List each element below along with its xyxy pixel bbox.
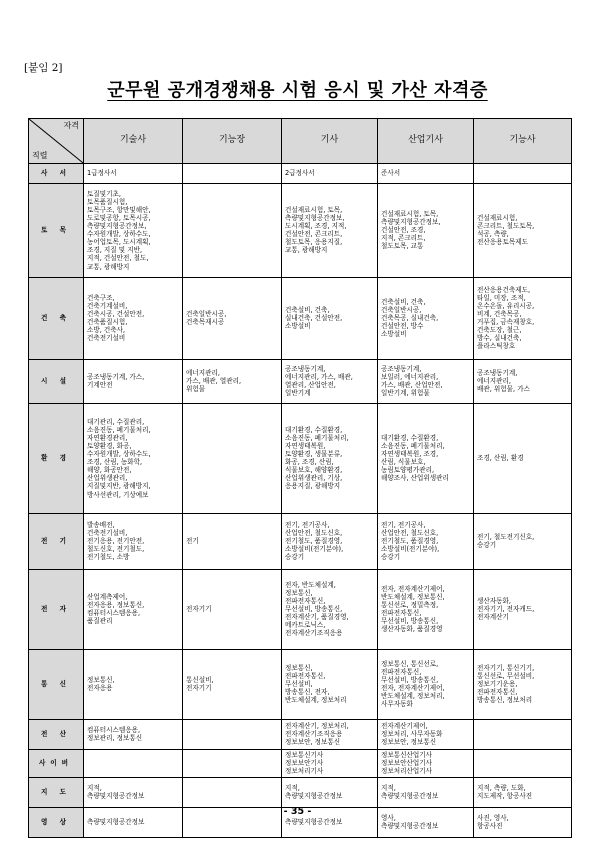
cell-civil-professional-engineer: 토질및기초, 토목품질시험, 토목구조, 항만및해안, 도로및공항, 토목시공, 측량및지형공간정보, 수자원개발, 상하수도, 농어업토목, 도시계획, 조경, 지질 및 지반, 지적, 건설안전, 철도, 교통, 광해방지 [84, 183, 183, 277]
cell-electronic-engineer: 전자, 반도체설계, 정보통신, 전파전자통신, 무선설비, 방송통신, 전자계산기, 품질경영, 메카트로닉스, 전자계산기조직응용 [282, 569, 378, 649]
cell-librarian-craftsman [474, 163, 572, 183]
cell-librarian-engineer: 2급정사서 [282, 163, 378, 183]
header-row [29, 119, 572, 164]
cell-imaging-professional-engineer: 측량및지형공간정보 [84, 807, 183, 837]
cell-environment-industrial-engineer: 대기환경, 수질환경, 소음진동, 폐기물처리, 자연생태복원, 조경, 산림, 식물보호, 농림토양평가관리, 해양조사, 산업위생관리 [378, 403, 474, 513]
cell-facility-master-craftsman: 에너지관리, 가스, 배관, 열관리, 위험물 [183, 359, 282, 403]
cell-environment-master-craftsman [183, 403, 282, 513]
cell-electric-engineer: 전기, 전기공사, 산업안전, 철도신호, 전기철도, 품질경영, 소방설비(전기분야), 승강기 [282, 513, 378, 569]
table-row [29, 649, 572, 719]
cell-environment-professional-engineer: 대기관리, 수질관리, 소음진동, 폐기물처리, 자연환경관리, 토양환경, 화공, 수자원개발, 상하수도, 조경, 산림, 농화학, 해양, 화공안전, 산업위생관리, 지질및지반, 광해방지, 방사선관리, 기상예보 [84, 403, 183, 513]
cell-computing-master-craftsman [183, 719, 282, 749]
series-label-map: 지 도 [29, 777, 84, 807]
cell-facility-professional-engineer: 공조냉동기계, 가스, 기계안전 [84, 359, 183, 403]
cell-cyber-master-craftsman [183, 749, 282, 777]
table-row [29, 359, 572, 403]
cell-map-professional-engineer: 지적, 측량및지형공간정보 [84, 777, 183, 807]
cell-electric-professional-engineer: 발송배전, 건축전기설비, 전기응용, 전기안전, 철도신호, 전기철도, 전기철도, 소방 [84, 513, 183, 569]
cell-civil-craftsman: 건설재료시험, 콘크리트, 철도토목, 석공, 측량, 전산응용토목제도 [474, 183, 572, 277]
cell-cyber-engineer: 정보통신기사 정보보안기사 정보처리기사 [282, 749, 378, 777]
cell-cyber-professional-engineer [84, 749, 183, 777]
cell-environment-craftsman: 조경, 산림, 환경 [474, 403, 572, 513]
table-row [29, 749, 572, 777]
table-row [29, 513, 572, 569]
table-row [29, 163, 572, 183]
cell-communication-master-craftsman: 통신설비, 전자기기 [183, 649, 282, 719]
cell-facility-industrial-engineer: 공조냉동기계, 보일러, 에너지관리, 가스, 배관, 산업안전, 일반기계, 위험물 [378, 359, 474, 403]
series-label-librarian: 사 서 [29, 163, 84, 183]
cell-imaging-engineer: 측량및지형공간정보 [282, 807, 378, 837]
cell-imaging-craftsman: 사진, 영사, 항공사진 [474, 807, 572, 837]
series-label-electric: 전 기 [29, 513, 84, 569]
cell-electric-industrial-engineer: 전기, 전기공사, 산업안전, 철도신호, 전기철도, 품질경영, 소방설비(전기분야), 승강기 [378, 513, 474, 569]
cell-architecture-master-craftsman: 건축일반시공, 건축목재시공 [183, 277, 282, 359]
attachment-tag: [붙임 2] [24, 62, 63, 74]
col-header-industrial-engineer: 산업기사 [378, 119, 474, 164]
cell-architecture-craftsman: 전산응용건축제도, 타일, 미장, 조적, 온수온돌, 유리시공, 비계, 건축목공, 거푸집, 금속재창호, 건축도장, 철근, 방수, 실내건축, 플라스틱창호 [474, 277, 572, 359]
col-header-professional-engineer: 기술사 [84, 119, 183, 164]
cell-computing-engineer: 전자계산기, 정보처리, 전자계산기조직응용 정보보안, 정보통신 [282, 719, 378, 749]
cell-electronic-professional-engineer: 산업계측제어, 전자응용, 정보통신, 컴퓨터시스템응용, 품질관리 [84, 569, 183, 649]
corner-header [29, 119, 84, 164]
cell-computing-professional-engineer: 컴퓨터시스템응용, 정보관리, 정보통신 [84, 719, 183, 749]
cell-architecture-professional-engineer: 건축구조, 건축기계설비, 건축시공, 건설안전, 건축품질시험, 소방, 건축사, 건축전기설비 [84, 277, 183, 359]
cell-imaging-industrial-engineer: 영사, 측량및지형공간정보 [378, 807, 474, 837]
cell-electric-master-craftsman: 전기 [183, 513, 282, 569]
series-label-environment: 환 경 [29, 403, 84, 513]
series-label-computing: 전 산 [29, 719, 84, 749]
table-row [29, 403, 572, 513]
corner-label-qualification: 자격 [63, 121, 79, 130]
cell-architecture-industrial-engineer: 건축설비, 건축, 건축일반시공, 건축목공, 실내건축, 건설안전, 방수 소방설비 [378, 277, 474, 359]
page-number: - 35 - [283, 806, 312, 817]
cell-facility-engineer: 공조냉동기계, 에너지관리, 가스, 배관, 열관리, 산업안전, 일반기계 [282, 359, 378, 403]
cell-computing-craftsman [474, 719, 572, 749]
cell-civil-industrial-engineer: 건설재료시험, 토목, 측량및지형공간정보, 건설안전, 조경, 지적, 콘크리트, 철도토목, 교통 [378, 183, 474, 277]
cell-map-engineer: 지적, 측량및지형공간정보 [282, 777, 378, 807]
corner-label-series: 직렬 [32, 151, 48, 161]
cell-communication-professional-engineer: 정보통신, 전자응용 [84, 649, 183, 719]
series-label-civil: 토 목 [29, 183, 84, 277]
cell-architecture-engineer: 건축설비, 건축, 실내건축, 건설안전, 소방설비 [282, 277, 378, 359]
qualification-table [28, 118, 572, 838]
table-row [29, 569, 572, 649]
cell-computing-industrial-engineer: 전자계산기제어, 정보처리, 사무자동화 정보보안, 정보통신 [378, 719, 474, 749]
cell-civil-engineer: 건설재료시험, 토목, 측량및지형공간정보, 도시계획, 조경, 지적, 건설안전, 콘크리트, 철도토목, 응용지질, 교통, 광해방지 [282, 183, 378, 277]
cell-facility-craftsman: 공조냉동기계, 에너지관리, 배관, 위험물, 가스 [474, 359, 572, 403]
cell-map-industrial-engineer: 지적, 측량및지형공간정보 [378, 777, 474, 807]
series-label-communication: 통 신 [29, 649, 84, 719]
table-row [29, 777, 572, 807]
col-header-craftsman: 기능사 [474, 119, 572, 164]
series-label-architecture: 건 축 [29, 277, 84, 359]
cell-map-craftsman: 지적, 측량, 도화, 지도제작, 항공사진 [474, 777, 572, 807]
cell-cyber-industrial-engineer: 정보통신산업기사 정보보안산업기사 정보처리산업기사 [378, 749, 474, 777]
cell-librarian-master-craftsman [183, 163, 282, 183]
cell-electronic-master-craftsman: 전자기기 [183, 569, 282, 649]
col-header-engineer: 기사 [282, 119, 378, 164]
cell-librarian-professional-engineer: 1급정사서 [84, 163, 183, 183]
table-row [29, 183, 572, 277]
table-row [29, 719, 572, 749]
cell-environment-engineer: 대기환경, 수질환경, 소음진동, 폐기물처리, 자연생태복원, 토양환경, 생물분류, 화공, 조경, 산림, 식물보호, 해양환경, 산업위생관리, 기상, 응용지질, 광해방지 [282, 403, 378, 513]
series-label-imaging: 영 상 [29, 807, 84, 837]
cell-map-master-craftsman [183, 777, 282, 807]
table-row [29, 277, 572, 359]
series-label-electronic: 전 자 [29, 569, 84, 649]
cell-electronic-craftsman: 생산자동화, 전자기기, 전자캐드, 전자계산기 [474, 569, 572, 649]
col-header-master-craftsman: 기능장 [183, 119, 282, 164]
series-label-cyber: 사이버 [29, 749, 84, 777]
cell-electric-craftsman: 전기, 철도전기신호, 승강기 [474, 513, 572, 569]
series-label-facility: 시 설 [29, 359, 84, 403]
cell-communication-craftsman: 전자기기, 통신기기, 통신선로, 무선설비, 정보기기운용, 전파전자통신, 방송통신, 정보처리 [474, 649, 572, 719]
cell-communication-industrial-engineer: 정보통신, 통신선로, 전파전자통신, 무선설비, 방송통신, 전자, 전자계산기제어, 반도체설계, 정보처리, 사무자동화 [378, 649, 474, 719]
cell-civil-master-craftsman [183, 183, 282, 277]
cell-electronic-industrial-engineer: 전자, 전자계산기제어, 반도체설계, 정보통신, 통신선로, 정밀측정, 전파전자통신, 무선설비, 방송통신, 생산자동화, 품질경영 [378, 569, 474, 649]
page-title: 군무원 공개경쟁채용 시험 응시 및 가산 자격증 [107, 80, 488, 101]
cell-communication-engineer: 정보통신, 전파전자통신, 무선설비, 방송통신, 전자, 반도체설계, 정보처리 [282, 649, 378, 719]
cell-librarian-industrial-engineer: 준사서 [378, 163, 474, 183]
cell-cyber-craftsman [474, 749, 572, 777]
